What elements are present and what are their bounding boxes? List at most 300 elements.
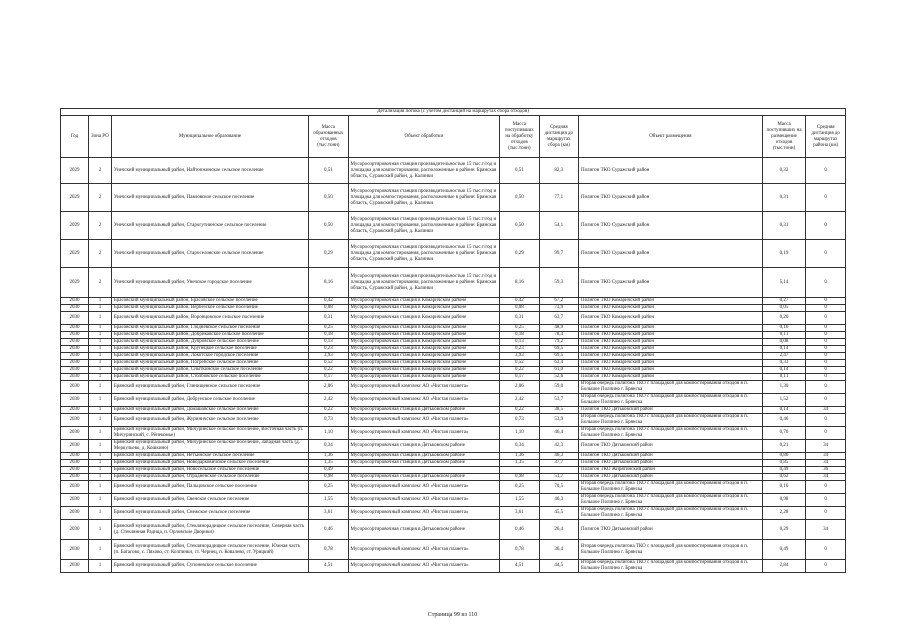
cell-placement-object: Полигон ТКО Комаричский район xyxy=(579,367,763,374)
cell-placement-distance: 0 xyxy=(806,367,846,374)
cell-placement-object: Полигон ТКО Дятьковский район xyxy=(579,474,763,481)
cell-processing-distance: 44,5 xyxy=(539,560,578,573)
cell-placement-object: Полигон ТКО Суражский район xyxy=(579,268,763,298)
cell-placement-object: Полигон ТКО Суражский район xyxy=(579,184,763,212)
cell-municipality: Брянский муниципальный район, Снежское сельское поселение xyxy=(111,507,308,520)
cell-placement-distance: 0 xyxy=(806,158,846,184)
cell-processing-object: Мусоросортировочный комплекс АО «Чистая планета» xyxy=(348,414,500,427)
cell-processing-object: Мусоросортировочный комплекс АО «Чистая планета» xyxy=(348,394,500,407)
cell-placement-mass: 0,85 xyxy=(762,460,806,467)
cell-placement-mass: 0,20 xyxy=(762,312,806,325)
cell-zone: 1 xyxy=(89,325,112,332)
cell-placement-mass: 0,14 xyxy=(762,346,806,353)
cell-placement-mass: 0,11 xyxy=(762,374,806,381)
cell-placement-mass: 0,49 xyxy=(762,540,806,560)
cell-processing-distance: 69,5 xyxy=(539,353,578,360)
cell-year: 2030 xyxy=(61,520,89,540)
cell-year: 2029 xyxy=(61,212,89,240)
cell-municipality: Брянский муниципальный район, Свенское сельское поселение xyxy=(111,494,308,507)
cell-generated-mass: 3,93 xyxy=(309,353,348,360)
cell-placement-object: Полигон ТКО Суражский район xyxy=(579,158,763,184)
table-row xyxy=(61,325,846,332)
table-row xyxy=(61,381,846,394)
cell-processing-mass: 0,34 xyxy=(500,440,539,453)
cell-generated-mass: 0,22 xyxy=(309,367,348,374)
cell-placement-mass: 5,14 xyxy=(762,268,806,298)
page-number: Страница 99 из 110 xyxy=(427,612,478,618)
cell-placement-distance: 0 xyxy=(806,494,846,507)
cell-placement-mass: 0,27 xyxy=(762,298,806,305)
cell-processing-mass: 0,25 xyxy=(500,481,539,494)
cell-processing-mass: 0,51 xyxy=(500,158,539,184)
cell-placement-distance: 34 xyxy=(806,460,846,467)
cell-municipality: Унечский муниципальный район, Павловское сельское поселение xyxy=(111,184,308,212)
cell-processing-object: Мусоросортировочная станция в Комаричском районе xyxy=(348,367,500,374)
cell-zone: 1 xyxy=(89,414,112,427)
cell-zone: 1 xyxy=(89,346,112,353)
cell-placement-object: Полигон ТКО Комаричский район xyxy=(579,346,763,353)
cell-zone: 1 xyxy=(89,467,112,474)
cell-placement-mass: 0,05 xyxy=(762,305,806,312)
cell-municipality: Брянский муниципальный район, Глинищевское сельское поселение xyxy=(111,381,308,394)
table-row xyxy=(61,440,846,453)
cell-placement-mass: 0,32 xyxy=(762,158,806,184)
cell-placement-distance: 0 xyxy=(806,346,846,353)
cell-placement-distance: 0 xyxy=(806,360,846,367)
cell-year: 2030 xyxy=(61,507,89,520)
cell-processing-distance: 77,1 xyxy=(539,184,578,212)
cell-generated-mass: 1,36 xyxy=(309,453,348,460)
cell-processing-object: Мусоросортировочная станция в Комаричском районе xyxy=(348,374,500,381)
cell-generated-mass: 0,25 xyxy=(309,325,348,332)
cell-year: 2030 xyxy=(61,325,89,332)
cell-placement-mass: 0,29 xyxy=(762,520,806,540)
cell-placement-mass: 2,47 xyxy=(762,353,806,360)
cell-processing-mass: 0,73 xyxy=(500,414,539,427)
cell-placement-distance: 34 xyxy=(806,453,846,460)
cell-zone: 1 xyxy=(89,453,112,460)
cell-processing-object: Мусоросортировочный комплекс АО «Чистая планета» xyxy=(348,427,500,440)
cell-placement-distance: 0 xyxy=(806,381,846,394)
cell-generated-mass: 1,10 xyxy=(309,427,348,440)
cell-processing-mass: 4,51 xyxy=(500,560,539,573)
cell-placement-object: Вторая очередь полигона ТКО с площадкой для компостирования отходов в п. Большое Полпино г. Брянска xyxy=(579,494,763,507)
cell-placement-object: Полигон ТКО Комаричский район xyxy=(579,312,763,325)
cell-placement-object: Полигон ТКО Дятьковский район xyxy=(579,520,763,540)
cell-municipality: Брянский муниципальный район, Мичуринское сельское поселение, Западная часть (д. Меркульево, д. Кошкино) xyxy=(111,440,308,453)
cell-placement-distance: 34 xyxy=(806,407,846,414)
table-row xyxy=(61,298,846,305)
cell-placement-distance: 36 xyxy=(806,467,846,474)
cell-year: 2030 xyxy=(61,346,89,353)
cell-municipality: Брянский муниципальный район, Новосельское сельское поселение xyxy=(111,467,308,474)
cell-processing-object: Мусоросортировочная станция в Комаричском районе xyxy=(348,305,500,312)
cell-placement-mass: 1,52 xyxy=(762,394,806,407)
cell-year: 2030 xyxy=(61,440,89,453)
cell-year: 2029 xyxy=(61,268,89,298)
cell-generated-mass: 0,23 xyxy=(309,346,348,353)
cell-processing-object: Мусоросортировочная станция производительностью 15 тыс.т/год и площадка для компостирования, расположенные в районе: Брянская область, Суражский район, д. Калинки xyxy=(348,240,500,268)
table-row xyxy=(61,407,846,414)
cell-processing-object: Мусоросортировочная станция в Комаричском районе xyxy=(348,339,500,346)
cell-year: 2030 xyxy=(61,374,89,381)
cell-municipality: Брянский муниципальный район, Отрадненское сельское поселение xyxy=(111,474,308,481)
cell-generated-mass: 0,22 xyxy=(309,407,348,414)
cell-generated-mass: 3,61 xyxy=(309,507,348,520)
cell-processing-distance: 78,4 xyxy=(539,332,578,339)
cell-processing-distance: 67,2 xyxy=(539,298,578,305)
cell-placement-mass: 0,31 xyxy=(762,184,806,212)
table-row xyxy=(61,332,846,339)
cell-processing-distance: 46,3 xyxy=(539,453,578,460)
table-row xyxy=(61,540,846,560)
cell-year: 2030 xyxy=(61,332,89,339)
cell-year: 2030 xyxy=(61,339,89,346)
cell-placement-mass: 0,14 xyxy=(762,407,806,414)
cell-generated-mass: 0,51 xyxy=(309,158,348,184)
cell-municipality: Брасовский муниципальный район, Воронцовское сельское поселение xyxy=(111,312,308,325)
table-row xyxy=(61,494,846,507)
cell-placement-mass: 0,46 xyxy=(762,414,806,427)
cell-year: 2030 xyxy=(61,414,89,427)
cell-municipality: Брянский муниципальный район, Пальцовское сельское поселение xyxy=(111,481,308,494)
cell-generated-mass: 0,25 xyxy=(309,481,348,494)
cell-zone: 1 xyxy=(89,353,112,360)
table-row xyxy=(61,467,846,474)
cell-processing-distance: 46,4 xyxy=(539,427,578,440)
table-row xyxy=(61,240,846,268)
cell-year: 2030 xyxy=(61,540,89,560)
cell-placement-object: Полигон ТКО Комаричский район xyxy=(579,332,763,339)
cell-zone: 1 xyxy=(89,394,112,407)
cell-generated-mass: 4,51 xyxy=(309,560,348,573)
cell-placement-mass: 0,31 xyxy=(762,212,806,240)
cell-placement-object: Полигон ТКО Дятьковский район xyxy=(579,460,763,467)
cell-processing-mass: 0,31 xyxy=(500,312,539,325)
cell-processing-mass: 0,17 xyxy=(500,374,539,381)
cell-placement-object: Полигон ТКО Дятьковский район xyxy=(579,407,763,414)
cell-municipality: Брасовский муниципальный район, Дубровское сельское поселение xyxy=(111,339,308,346)
cell-placement-distance: 0 xyxy=(806,374,846,381)
cell-generated-mass: 0,46 xyxy=(309,520,348,540)
cell-municipality: Брянский муниципальный район, Домашовское сельское поселение xyxy=(111,407,308,414)
cell-year: 2030 xyxy=(61,407,89,414)
cell-placement-object: Вторая очередь полигона ТКО с площадкой для компостирования отходов в п. Большое Полпино г. Брянска xyxy=(579,414,763,427)
cell-year: 2030 xyxy=(61,298,89,305)
cell-processing-mass: 1,35 xyxy=(500,460,539,467)
table-row xyxy=(61,560,846,573)
cell-placement-distance: 0 xyxy=(806,394,846,407)
col-header-processing-mass: Масса поступивших на обработку отходов (тыс.тонн) xyxy=(500,116,539,158)
cell-zone: 1 xyxy=(89,367,112,374)
cell-processing-mass: 0,22 xyxy=(500,367,539,374)
table-row xyxy=(61,520,846,540)
cell-placement-distance: 0 xyxy=(806,268,846,298)
cell-placement-mass: 0,19 xyxy=(762,240,806,268)
cell-processing-distance: 70,5 xyxy=(539,481,578,494)
cell-placement-distance: 0 xyxy=(806,339,846,346)
cell-municipality: Брянский муниципальный район, Журиничское сельское поселение xyxy=(111,414,308,427)
cell-placement-distance: 0 xyxy=(806,240,846,268)
cell-placement-distance: 0 xyxy=(806,212,846,240)
cell-year: 2030 xyxy=(61,427,89,440)
cell-processing-mass: 2,42 xyxy=(500,394,539,407)
cell-zone: 1 xyxy=(89,298,112,305)
cell-zone: 1 xyxy=(89,312,112,325)
cell-processing-distance: 53,7 xyxy=(539,394,578,407)
cell-processing-object: Мусоросортировочная станция в Комаричском районе xyxy=(348,346,500,353)
cell-processing-object xyxy=(348,467,500,474)
cell-zone: 2 xyxy=(89,240,112,268)
cell-processing-distance: 46,3 xyxy=(539,494,578,507)
cell-placement-mass: 0,11 xyxy=(762,332,806,339)
cell-municipality: Брасовский муниципальный район, Добриковское сельское поселение xyxy=(111,332,308,339)
cell-generated-mass: 0,50 xyxy=(309,212,348,240)
cell-placement-mass: 0,16 xyxy=(762,481,806,494)
cell-processing-distance: 52,6 xyxy=(539,374,578,381)
cell-municipality: Брасовский муниципальный район, Столбовское сельское поселение xyxy=(111,374,308,381)
cell-year: 2030 xyxy=(61,560,89,573)
cell-placement-object: Полигон ТКО Комаричский район xyxy=(579,298,763,305)
cell-generated-mass: 0,17 xyxy=(309,374,348,381)
cell-zone: 2 xyxy=(89,184,112,212)
cell-processing-mass: 0,08 xyxy=(500,305,539,312)
cell-generated-mass: 0,78 xyxy=(309,540,348,560)
cell-processing-distance: 37,7 xyxy=(539,460,578,467)
cell-year: 2029 xyxy=(61,184,89,212)
table-row xyxy=(61,474,846,481)
cell-placement-object: Вторая очередь полигона ТКО с площадкой для компостирования отходов в п. Большое Полпино г. Брянска xyxy=(579,560,763,573)
cell-processing-distance: 36,4 xyxy=(539,540,578,560)
cell-placement-mass: 0,49 xyxy=(762,467,806,474)
cell-processing-object: Мусоросортировочная станция в Дятьковском районе xyxy=(348,460,500,467)
cell-zone: 1 xyxy=(89,460,112,467)
cell-processing-mass: 0,13 xyxy=(500,339,539,346)
cell-processing-distance: 63,7 xyxy=(539,312,578,325)
cell-placement-object: Вторая очередь полигона ТКО с площадкой для компостирования отходов в п. Большое Полпино г. Брянска xyxy=(579,381,763,394)
cell-processing-mass: 1,55 xyxy=(500,494,539,507)
cell-processing-object: Мусоросортировочная станция в Комаричском районе xyxy=(348,325,500,332)
cell-zone: 1 xyxy=(89,427,112,440)
cell-processing-distance: 69,5 xyxy=(539,346,578,353)
cell-municipality: Брянский муниципальный район, Добрунское сельское поселение xyxy=(111,394,308,407)
cell-year: 2030 xyxy=(61,481,89,494)
cell-year: 2029 xyxy=(61,158,89,184)
cell-generated-mass: 8,16 xyxy=(309,268,348,298)
cell-processing-mass: 0,46 xyxy=(500,520,539,540)
cell-year: 2030 xyxy=(61,460,89,467)
cell-processing-object: Мусоросортировочная станция производительностью 15 тыс.т/год и площадка для компостирования, расположенные в районе: Брянская область, Суражский район, д. Калинки xyxy=(348,184,500,212)
cell-placement-mass: 0,08 xyxy=(762,339,806,346)
cell-generated-mass: 0,49 xyxy=(309,467,348,474)
table-row xyxy=(61,212,846,240)
cell-placement-mass: 1,30 xyxy=(762,381,806,394)
cell-zone: 1 xyxy=(89,494,112,507)
cell-placement-distance: 34 xyxy=(806,474,846,481)
cell-municipality: Унечский муниципальный район, Старогутнинское сельское поселение xyxy=(111,212,308,240)
cell-placement-mass: 0,70 xyxy=(762,427,806,440)
cell-year: 2030 xyxy=(61,381,89,394)
cell-municipality: Брянский муниципальный район, Стеклянорадицкое сельское поселение, Северная часть (д. Стеклянная Радица, п. Орловские Дворики) xyxy=(111,520,308,540)
cell-municipality: Брасовский муниципальный район, Глодневское сельское поселение xyxy=(111,325,308,332)
cell-year: 2030 xyxy=(61,367,89,374)
cell-placement-object: Полигон ТКО Жирятинский район xyxy=(579,467,763,474)
cell-processing-object: Мусоросортировочный комплекс АО «Чистая планета» xyxy=(348,481,500,494)
cell-processing-distance: 53,9 xyxy=(539,414,578,427)
cell-generated-mass: 0,50 xyxy=(309,184,348,212)
cell-placement-distance: 0 xyxy=(806,427,846,440)
cell-municipality: Унечский муниципальный район, Унечское городское поселение xyxy=(111,268,308,298)
table-row xyxy=(61,339,846,346)
table-row xyxy=(61,360,846,367)
cell-placement-mass: 0,33 xyxy=(762,360,806,367)
cell-processing-object: Мусоросортировочный комплекс АО «Чистая планета» xyxy=(348,540,500,560)
cell-processing-mass: 0,22 xyxy=(500,407,539,414)
cell-zone: 1 xyxy=(89,481,112,494)
cell-processing-distance: 79,2 xyxy=(539,339,578,346)
cell-generated-mass: 2,42 xyxy=(309,394,348,407)
cell-municipality: Брасовский муниципальный район, Сныткинское сельское поселение xyxy=(111,367,308,374)
col-header-placement-mass: Масса поступивших на размещение отходов (тыс.тонн) xyxy=(762,116,806,158)
cell-placement-distance: 0 xyxy=(806,481,846,494)
cell-zone: 1 xyxy=(89,381,112,394)
cell-placement-mass: 0,16 xyxy=(762,325,806,332)
cell-processing-mass: 0,25 xyxy=(500,325,539,332)
cell-placement-distance: 0 xyxy=(806,507,846,520)
cell-processing-object: Мусоросортировочная станция в Комаричском районе xyxy=(348,298,500,305)
cell-year: 2030 xyxy=(61,305,89,312)
cell-year: 2030 xyxy=(61,394,89,407)
cell-processing-mass: 1,10 xyxy=(500,427,539,440)
cell-processing-distance: 38,5 xyxy=(539,407,578,414)
cell-zone: 1 xyxy=(89,339,112,346)
cell-year: 2030 xyxy=(61,360,89,367)
table-row xyxy=(61,453,846,460)
table-row xyxy=(61,427,846,440)
table-row xyxy=(61,184,846,212)
cell-placement-mass: 0,21 xyxy=(762,440,806,453)
cell-zone: 2 xyxy=(89,268,112,298)
cell-placement-object: Полигон ТКО Комаричский район xyxy=(579,325,763,332)
cell-placement-object: Полигон ТКО Комаричский район xyxy=(579,305,763,312)
cell-year: 2030 xyxy=(61,353,89,360)
cell-generated-mass: 0,31 xyxy=(309,312,348,325)
cell-zone: 1 xyxy=(89,520,112,540)
cell-placement-distance: 0 xyxy=(806,305,846,312)
cell-processing-mass: 0,50 xyxy=(500,184,539,212)
table-row xyxy=(61,312,846,325)
cell-year: 2030 xyxy=(61,467,89,474)
cell-placement-mass: 0,86 xyxy=(762,453,806,460)
col-header-processing-distance: Средняя дистанция до маршрутах сбора (км) xyxy=(539,116,578,158)
cell-placement-distance: 0 xyxy=(806,414,846,427)
cell-generated-mass: 0,42 xyxy=(309,298,348,305)
cell-zone: 1 xyxy=(89,332,112,339)
cell-generated-mass: 1,35 xyxy=(309,460,348,467)
cell-processing-mass: 1,36 xyxy=(500,453,539,460)
cell-processing-object: Мусоросортировочная станция производительностью 15 тыс.т/год и площадка для компостирования, расположенные в районе: Брянская область, Суражский район, д. Калинки xyxy=(348,212,500,240)
cell-generated-mass: 0,29 xyxy=(309,240,348,268)
cell-processing-object: Мусоросортировочный комплекс АО «Чистая планета» xyxy=(348,507,500,520)
cell-processing-distance: 51,7 xyxy=(539,474,578,481)
cell-placement-distance: 0 xyxy=(806,332,846,339)
cell-placement-object: Полигон ТКО Комаричский район xyxy=(579,360,763,367)
cell-processing-object: Мусоросортировочная станция в Дятьковском районе xyxy=(348,453,500,460)
cell-municipality: Унечский муниципальный район, Найтопжинское сельское поселение xyxy=(111,158,308,184)
cell-municipality: Унечский муниципальный район, Староселовское сельское поселение xyxy=(111,240,308,268)
table-row xyxy=(61,268,846,298)
cell-municipality: Брянский муниципальный район, Мичуринское сельское поселение, Восточная часть (п. Мичуринский, с. Рёнекомье) xyxy=(111,427,308,440)
cell-placement-distance: 0 xyxy=(806,540,846,560)
cell-generated-mass: 0,13 xyxy=(309,339,348,346)
cell-zone: 1 xyxy=(89,305,112,312)
cell-processing-object: Мусоросортировочная станция в Комаричском районе xyxy=(348,332,500,339)
cell-generated-mass: 0,08 xyxy=(309,305,348,312)
cell-generated-mass: 0,18 xyxy=(309,332,348,339)
cell-placement-object: Полигон ТКО Суражский район xyxy=(579,212,763,240)
table-row xyxy=(61,507,846,520)
cell-processing-mass: 2,06 xyxy=(500,381,539,394)
cell-processing-distance: 61,0 xyxy=(539,367,578,374)
cell-processing-object: Мусоросортировочная станция в Дятьковском районе xyxy=(348,474,500,481)
cell-placement-object: Вторая очередь полигона ТКО с площадкой для компостирования отходов в п. Большое Полпино г. Брянска xyxy=(579,540,763,560)
cell-municipality: Брасовский муниципальный район, Локотское городское поселение xyxy=(111,353,308,360)
cell-municipality: Брасовский муниципальный район, Крупецкое сельское поселение xyxy=(111,346,308,353)
cell-placement-distance: 0 xyxy=(806,184,846,212)
cell-municipality: Брянский муниципальный район, Нетьинское сельское поселение xyxy=(111,453,308,460)
cell-processing-object: Мусоросортировочный комплекс АО «Чистая планета» xyxy=(348,381,500,394)
cell-processing-distance xyxy=(539,467,578,474)
cell-placement-mass: 0,98 xyxy=(762,494,806,507)
cell-placement-mass: 2,84 xyxy=(762,560,806,573)
cell-generated-mass: 0,98 xyxy=(309,474,348,481)
cell-year: 2030 xyxy=(61,474,89,481)
cell-processing-object: Мусоросортировочная станция в Дятьковском районе xyxy=(348,407,500,414)
col-header-municipality: Муниципальное образование xyxy=(111,116,308,158)
cell-year: 2030 xyxy=(61,312,89,325)
table-row xyxy=(61,158,846,184)
table-row xyxy=(61,374,846,381)
cell-placement-distance: 0 xyxy=(806,312,846,325)
cell-generated-mass: 1,55 xyxy=(309,494,348,507)
col-header-placement-distance: Средняя дистанция до маршрутах района (км) xyxy=(806,116,846,158)
table-row xyxy=(61,481,846,494)
cell-processing-mass: 8,16 xyxy=(500,268,539,298)
col-header-generated-mass: Масса образованных отходов (тыс.тонн) xyxy=(309,116,348,158)
cell-processing-mass: 0,23 xyxy=(500,346,539,353)
cell-zone: 2 xyxy=(89,158,112,184)
cell-municipality: Брянский муниципальный район, Новодарковичское сельское поселение xyxy=(111,460,308,467)
cell-zone: 1 xyxy=(89,474,112,481)
table-row xyxy=(61,394,846,407)
cell-processing-distance: 59,0 xyxy=(539,381,578,394)
cell-placement-mass: 0,14 xyxy=(762,367,806,374)
cell-processing-mass: 0,18 xyxy=(500,332,539,339)
group-header: Детализация потока (с учетом дистанций на маршрутах сбора отходов) xyxy=(61,109,846,116)
cell-municipality: Брянский муниципальный район, Супоневское сельское поселение xyxy=(111,560,308,573)
cell-processing-distance: 73,9 xyxy=(539,305,578,312)
cell-zone: 1 xyxy=(89,407,112,414)
cell-processing-distance: 59,3 xyxy=(539,268,578,298)
cell-processing-mass: 3,61 xyxy=(500,507,539,520)
cell-generated-mass: 0,52 xyxy=(309,360,348,367)
cell-processing-distance: 42,3 xyxy=(539,440,578,453)
table-row xyxy=(61,367,846,374)
cell-municipality: Брасовский муниципальный район, Вербёзское сельское поселение xyxy=(111,305,308,312)
cell-processing-mass: 0,42 xyxy=(500,298,539,305)
cell-processing-distance: 54,1 xyxy=(539,212,578,240)
cell-year: 2030 xyxy=(61,494,89,507)
